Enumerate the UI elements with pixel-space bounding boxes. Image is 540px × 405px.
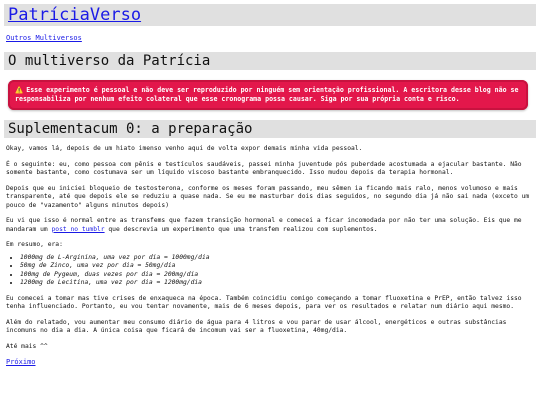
post-title-banner <box>4 120 536 138</box>
page-title: O multiverso da Patrícia <box>8 53 211 69</box>
paragraph-attempt: Eu comecei a tomar mas tive crises de enxaqueca na época. Também coincidiu comigo começando a tomar fluoxetina e PrEP, então talvez isso tenha influenciado. Portanto, eu vou tentar novamente, mais de 6 meses depois, para ver os resultados e relatar num diário aqui mesmo. <box>6 294 522 310</box>
tumblr-post-link[interactable]: post no tumblr <box>51 225 105 233</box>
warning-text: Esse experimento é pessoal e não deve ser reproduzido por ninguém sem orientação profissional. A escritora desse blog não se responsabiliza por nenhum efeito colateral que esse cronograma possa causar. Siga por sua própria conta e risco. <box>15 86 519 103</box>
list-item: • 100mg de Pygeum, duas vezes por dia = 200mg/dia <box>20 271 534 280</box>
list-item: • 1200mg de Lecitina, uma vez por dia = 1200mg/dia <box>20 279 534 288</box>
signoff: Até mais ^^ <box>6 342 48 350</box>
next-post-link[interactable]: Próximo <box>6 358 36 366</box>
paragraph-source-before: Eu vi que isso é normal entre as transfems que fazem transição hormonal e comecei a ficar incomodada por não ter uma solução. Eis que me mandaram um <box>6 217 522 233</box>
paragraph-source-after: que descrevia um experimento que uma transfem realizou com suplementos. <box>104 225 378 233</box>
page-title-banner <box>4 52 536 70</box>
site-header <box>4 4 536 26</box>
paragraph-plan: Além do relatado, vou aumentar meu consumo diário de água para 4 litros e vou parar de usar álcool, energéticos e outras substâncias incomuns no dia a dia. A única coisa que ficará de incomum vai ser a fluoxetina, 40mg/dia. <box>6 318 507 334</box>
list-item: • 1000mg de L-Arginina, uma vez por dia = 1000mg/dia <box>20 254 534 263</box>
paragraph-effects: Depois que eu iniciei bloqueio de testosterona, conforme os meses foram passando, meu sêmen ia ficando mais ralo, menos volumoso e mais transparente, até que depois ele se reduziu a quase nada. Se eu me masturbar dois dias seguidos, no segundo dia já não sai nada (exceto um pouco de "vazamento" alguns minutos depois) <box>6 184 530 209</box>
paragraph-intro: Okay, vamos lá, depois de um hiato imenso venho aqui de volta expor demais minha vida pessoal. <box>6 145 363 152</box>
list-item: • 50mg de Zinco, uma vez por dia = 50mg/dia <box>20 262 534 271</box>
paragraph-context: É o seguinte: eu, como pessoa com pênis e testículos saudáveis, passei minha juventude pós puberdade acostumada a ejacular bastante. Não somente bastante, como costumava ser um líquido viscoso bastante embranquecido. Isso mudou depois da terapia hormonal. <box>6 160 522 176</box>
warning-icon: ⚠️ <box>15 86 24 94</box>
post-title: Suplementacum 0: a preparação <box>8 121 253 137</box>
post-content <box>4 145 536 351</box>
supplement-list <box>6 254 534 288</box>
summary-intro: Em resumo, era: <box>6 241 63 248</box>
site-title-link[interactable]: PatríciaVerso <box>8 5 142 25</box>
warning-box <box>8 80 528 110</box>
other-multiverses-link[interactable]: Outros Multiversos <box>6 34 82 42</box>
paragraph-source <box>6 217 534 234</box>
